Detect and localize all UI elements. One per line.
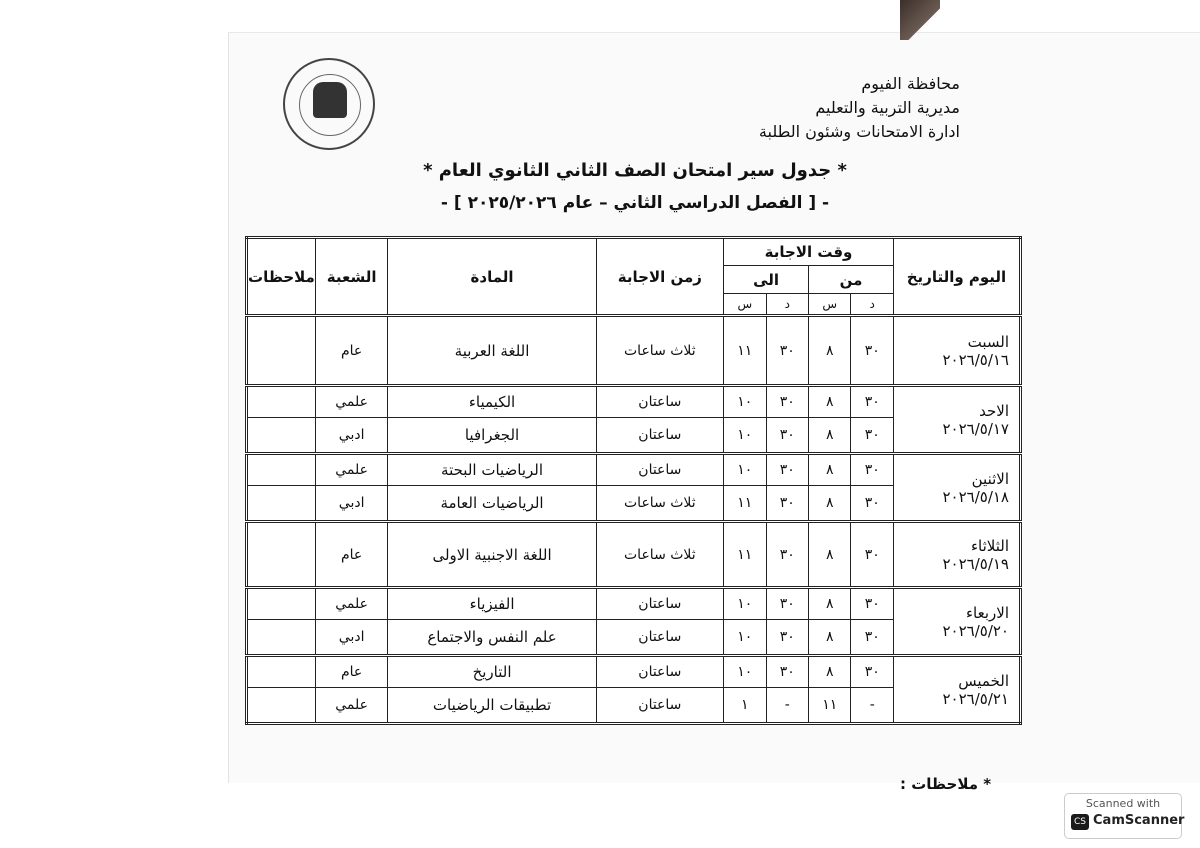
day-cell	[893, 588, 1020, 656]
from-hour: ٨	[809, 620, 851, 656]
day-name: الخميس	[958, 671, 1009, 690]
branch: ادبي	[315, 486, 388, 522]
to-minute: ٣٠	[766, 588, 808, 620]
branch: علمي	[315, 588, 388, 620]
from-minute: ٣٠	[851, 316, 893, 386]
subject: اللغة العربية	[388, 316, 596, 386]
page-title: * جدول سير امتحان الصف الثاني الثانوي العام *	[423, 160, 847, 181]
day-name: الاربعاء	[965, 603, 1009, 622]
to-hour: ١	[724, 688, 766, 724]
from-hour: ٨	[809, 418, 851, 454]
subject: اللغة الاجنبية الاولى	[388, 522, 596, 588]
from-hour: ٨	[809, 386, 851, 418]
col-from: من	[809, 266, 894, 294]
from-minute: -	[851, 688, 893, 724]
page-subtitle: - [ الفصل الدراسي الثاني – عام ٢٠٢٥/٢٠٢٦ ] -	[440, 193, 830, 213]
notes-cell	[247, 486, 316, 522]
duration: ثلاث ساعات	[596, 486, 723, 522]
duration: ثلاث ساعات	[596, 522, 723, 588]
to-minute: ٣٠	[766, 454, 808, 486]
subject: الرياضيات البحتة	[388, 454, 596, 486]
to-hour: ١٠	[724, 656, 766, 688]
seal-emblem-icon	[313, 82, 347, 118]
day-name: السبت	[967, 332, 1009, 351]
day-date: ٢٠٢٦/٥/٢٠	[942, 621, 1009, 640]
day-date: ٢٠٢٦/٥/١٩	[942, 554, 1009, 573]
day-date: ٢٠٢٦/٥/٢١	[942, 689, 1009, 708]
to-minute: ٣٠	[766, 386, 808, 418]
from-hour: ٨	[809, 316, 851, 386]
day-name: الاثنين	[971, 469, 1009, 488]
col-subject: المادة	[388, 238, 596, 316]
duration: ساعتان	[596, 386, 723, 418]
day-name: الثلاثاء	[970, 536, 1009, 555]
notes-label: * ملاحظات :	[900, 775, 992, 793]
to-hour: ١٠	[724, 418, 766, 454]
duration: ساعتان	[596, 656, 723, 688]
col-from-hour: س	[809, 294, 851, 316]
to-hour: ١١	[724, 316, 766, 386]
duration: ثلاث ساعات	[596, 316, 723, 386]
col-branch: الشعبة	[315, 238, 388, 316]
to-minute: ٣٠	[766, 418, 808, 454]
branch: عام	[315, 656, 388, 688]
branch: ادبي	[315, 620, 388, 656]
branch: عام	[315, 316, 388, 386]
from-hour: ٨	[809, 522, 851, 588]
from-minute: ٣٠	[851, 454, 893, 486]
duration: ساعتان	[596, 688, 723, 724]
from-hour: ٨	[809, 486, 851, 522]
from-hour: ٨	[809, 588, 851, 620]
to-hour: ١٠	[724, 454, 766, 486]
day-date: ٢٠٢٦/٥/١٨	[942, 487, 1009, 506]
col-day-date: اليوم والتاريخ	[893, 238, 1020, 316]
camscanner-watermark	[1064, 793, 1185, 839]
to-minute: -	[766, 688, 808, 724]
duration: ساعتان	[596, 418, 723, 454]
day-date: ٢٠٢٦/٥/١٧	[942, 419, 1009, 438]
to-minute: ٣٠	[766, 656, 808, 688]
day-cell	[893, 454, 1020, 522]
subject: تطبيقات الرياضيات	[388, 688, 596, 724]
col-to: الى	[724, 266, 809, 294]
to-minute: ٣٠	[766, 522, 808, 588]
subject: الكيمياء	[388, 386, 596, 418]
scanned-with-text: Scanned with	[1085, 797, 1161, 810]
from-hour: ٨	[809, 656, 851, 688]
col-to-minute: د	[766, 294, 808, 316]
notes-cell	[247, 656, 316, 688]
branch: عام	[315, 522, 388, 588]
branch: علمي	[315, 386, 388, 418]
to-hour: ١١	[724, 522, 766, 588]
notes-cell	[247, 522, 316, 588]
notes-cell	[247, 588, 316, 620]
from-minute: ٣٠	[851, 522, 893, 588]
to-hour: ١١	[724, 486, 766, 522]
camscanner-brand: CamScanner	[1093, 813, 1185, 828]
letterhead	[759, 72, 960, 144]
from-minute: ٣٠	[851, 656, 893, 688]
day-cell	[893, 522, 1020, 588]
from-hour: ١١	[809, 688, 851, 724]
subject: الرياضيات العامة	[388, 486, 596, 522]
day-cell	[893, 656, 1020, 724]
from-minute: ٣٠	[851, 418, 893, 454]
day-name: الاحد	[979, 401, 1009, 420]
day-date: ٢٠٢٦/٥/١٦	[942, 350, 1009, 369]
branch: علمي	[315, 688, 388, 724]
to-hour: ١٠	[724, 386, 766, 418]
page-corner-shadow	[900, 0, 940, 40]
subject: التاريخ	[388, 656, 596, 688]
notes-cell	[247, 688, 316, 724]
duration: ساعتان	[596, 454, 723, 486]
governorate-name: محافظة الفيوم	[861, 74, 960, 93]
col-notes: ملاحظات	[247, 238, 316, 316]
directorate-seal-logo	[283, 58, 375, 150]
camscanner-logo-icon: CS	[1071, 814, 1089, 830]
notes-cell	[247, 454, 316, 486]
branch: ادبي	[315, 418, 388, 454]
from-minute: ٣٠	[851, 386, 893, 418]
subject: علم النفس والاجتماع	[388, 620, 596, 656]
notes-cell	[247, 386, 316, 418]
to-hour: ١٠	[724, 588, 766, 620]
branch: علمي	[315, 454, 388, 486]
notes-cell	[247, 620, 316, 656]
subject: الجغرافيا	[388, 418, 596, 454]
to-hour: ١٠	[724, 620, 766, 656]
day-cell	[893, 316, 1020, 386]
duration: ساعتان	[596, 620, 723, 656]
directorate-name: مديرية التربية والتعليم	[815, 98, 960, 117]
subject: الفيزياء	[388, 588, 596, 620]
from-hour: ٨	[809, 454, 851, 486]
col-from-minute: د	[851, 294, 893, 316]
day-cell	[893, 386, 1020, 454]
from-minute: ٣٠	[851, 588, 893, 620]
col-duration: زمن الاجابة	[596, 238, 723, 316]
duration: ساعتان	[596, 588, 723, 620]
exam-schedule-table	[245, 236, 1022, 725]
col-answer-time: وقت الاجابة	[724, 238, 894, 266]
notes-cell	[247, 316, 316, 386]
from-minute: ٣٠	[851, 486, 893, 522]
notes-cell	[247, 418, 316, 454]
to-minute: ٣٠	[766, 620, 808, 656]
from-minute: ٣٠	[851, 620, 893, 656]
to-minute: ٣٠	[766, 316, 808, 386]
to-minute: ٣٠	[766, 486, 808, 522]
department-name: ادارة الامتحانات وشئون الطلبة	[758, 122, 960, 141]
col-to-hour: س	[724, 294, 766, 316]
